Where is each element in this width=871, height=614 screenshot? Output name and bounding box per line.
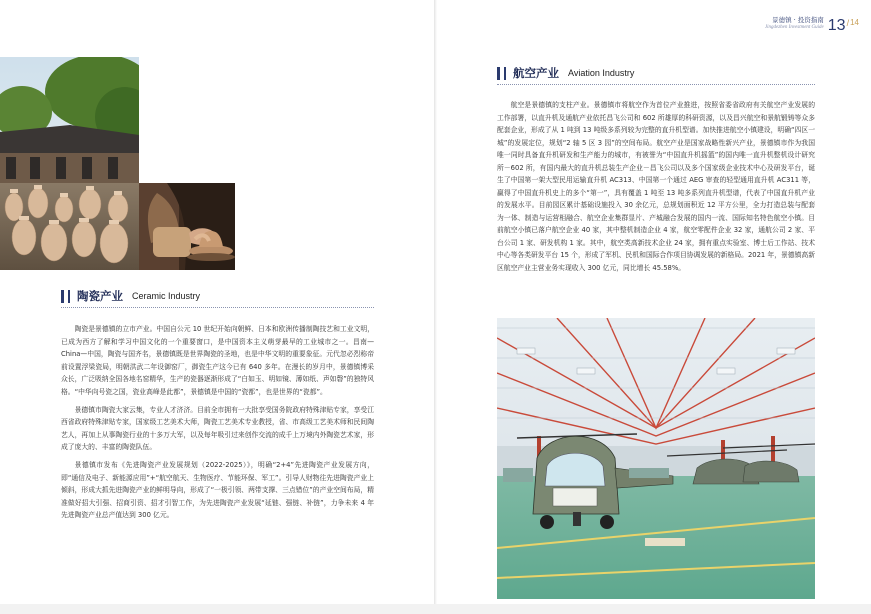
page-number: 13 — [827, 17, 846, 34]
ceramic-section-heading — [61, 288, 200, 304]
aviation-heading-rule — [497, 84, 815, 85]
ceramic-heading-rule — [61, 307, 374, 308]
ceramic-body — [61, 323, 374, 522]
page-number-next: 14 — [850, 18, 859, 27]
aviation-paragraph: 航空是景德镇的支柱产业。景德镇市将航空作为首位产业推进，按照省委省政府有关航空产业发展的工作部署，以直升机及通航产业依托昌飞公司和 602 所雄厚的科研资源，以及昌兴航空和景航锻铸等众多配套企业，形成了从 1 吨到 13 吨级多系列较为完整的直升机型谱。加快推进航空小镇建设，明确“四区一城”的发展定位，规划“2 轴 5 区 3 园”的空间布局。航空产业是国家战略性新兴产业，景德镇市作为我国唯一同时具备直升机研发和生产能力的城市，有被誉为“中国直升机摇篮”的国内唯一直升机整机设计研究所－602 所，有国内最大的直升机总装生产企业－昌飞公司以及多个国家级企业技术中心及研发平台，诞生了中国第一架大型民用运输直升机 AC313、中国第一个通过 AEG 审查的轻型通用直升机 AC311 等，赢得了中国直升机史上的多个“第一”，具有覆盖 1 吨至 13 吨多系列直升机型谱，代表了中国直升机产业的发展水平。目前园区累计基础设施投入 30 余亿元，总规划面积近 12 平方公里，全力打造总装与配套为一体、制造与运营相融合、航空企业集群显片、产城融合发展的国内一流、国际知名特色航空小镇。目前航空小镇已落户航空企业 40 家，其中整机制造企业 4 家，航空零配件企业 32 家，通航公司 2 家、平台公司 1 家、研发机构 1 家。其中，航空类高新技术企业 24 家，拥有重点实验室、博士后工作站、技术中心等各类研发平台 15 个，形成了军机、民机和国际合作项目协调发展的新格局。2021 年，景德镇高新区航空产业主营业务实现收入 300 亿元，同比增长 45.58%。 — [497, 101, 815, 272]
heading-accent-bar — [497, 67, 500, 80]
ceramic-paragraph: 景德镇市发布《先进陶瓷产业发展规划（2022-2025）》，明确“2+4”先进陶瓷产业发展方向，即“通信及电子、新能源应用”+“航空航天、生物医疗、节能环保、军工”。引导人财物往先进陶瓷产业上倾斜，形成大抓先进陶瓷产业的鲜明导向，形成了“一极引领、两带支撑、三点错位”的产业空间布局，精准做好招大引强、招商引资、招才引智工作，为先进陶瓷产业发展“延链、强链、补链”，力争未来 4 年先进陶瓷产业总产值达到 300 亿元。 — [61, 460, 374, 520]
aviation-title-cn: 航空产业 — [513, 66, 559, 80]
ceramic-title-cn: 陶瓷产业 — [77, 289, 123, 303]
page-separator: / — [846, 18, 850, 28]
potter-wheel-photo — [139, 183, 235, 270]
running-header — [765, 16, 859, 40]
aviation-title-en: Aviation Industry — [568, 68, 635, 78]
ceramic-title-en: Ceramic Industry — [132, 291, 201, 301]
running-header-title-cn: 景德镇 · 投资指南 — [772, 16, 824, 24]
running-header-title — [765, 16, 824, 31]
heading-accent-bar — [504, 67, 506, 80]
heading-accent-bar — [61, 290, 64, 303]
kiln-courtyard-photo — [0, 57, 139, 270]
page-bottom-edge — [0, 604, 871, 614]
ceramic-paragraph: 景德镇市陶瓷大家云集，专业人才济济。目前全市拥有一大批享受国务院政府特殊津贴专家，享受江西省政府特殊津贴专家，国家级工艺美术大师，陶瓷工艺美术专业教授，省、市高级工艺美术师和民间陶艺人，再加上从事陶瓷行业的十多万大军，以及每年吸引过来创作交流的成千上万境内外陶瓷艺术家，形成了庞大的、丰富的陶瓷队伍。 — [61, 405, 374, 452]
aviation-body — [497, 99, 815, 274]
running-header-title-en: Jingdezhen Investment Guide — [764, 25, 824, 30]
page-gutter — [434, 0, 437, 614]
heading-accent-bar — [68, 290, 70, 303]
aviation-section-heading — [497, 65, 634, 81]
ceramic-paragraph: 陶瓷是景德镇的立市产业。中国自公元 10 世纪开始向朝鲜、日本和欧洲传播制陶技艺和工业文明，已成为西方了解和学习中国文化的一个重要窗口，是中国资本主义萌芽最早的工业城市之一。昌南—China—中国，陶瓷与国齐名，景德镇既是世界陶瓷的圣地，也是中华文明的重要象征。元代忽必烈称帝前设置浮梁瓷局，明朝洪武二年设御窑厂，御瓷生产这今已有 640 多年。在漫长的岁月中，景德镇博采众长，广泛吸纳全国各地名窑精华，生产的瓷器逐渐形成了“白如玉、明如镜、薄如纸、声如磬”的独特风格。“中华向号瓷之国，瓷业高峰是此都”，景德镇是中国的“瓷都”，也是世界的“瓷都”。 — [61, 325, 374, 396]
helicopter-hangar-photo — [497, 318, 815, 599]
